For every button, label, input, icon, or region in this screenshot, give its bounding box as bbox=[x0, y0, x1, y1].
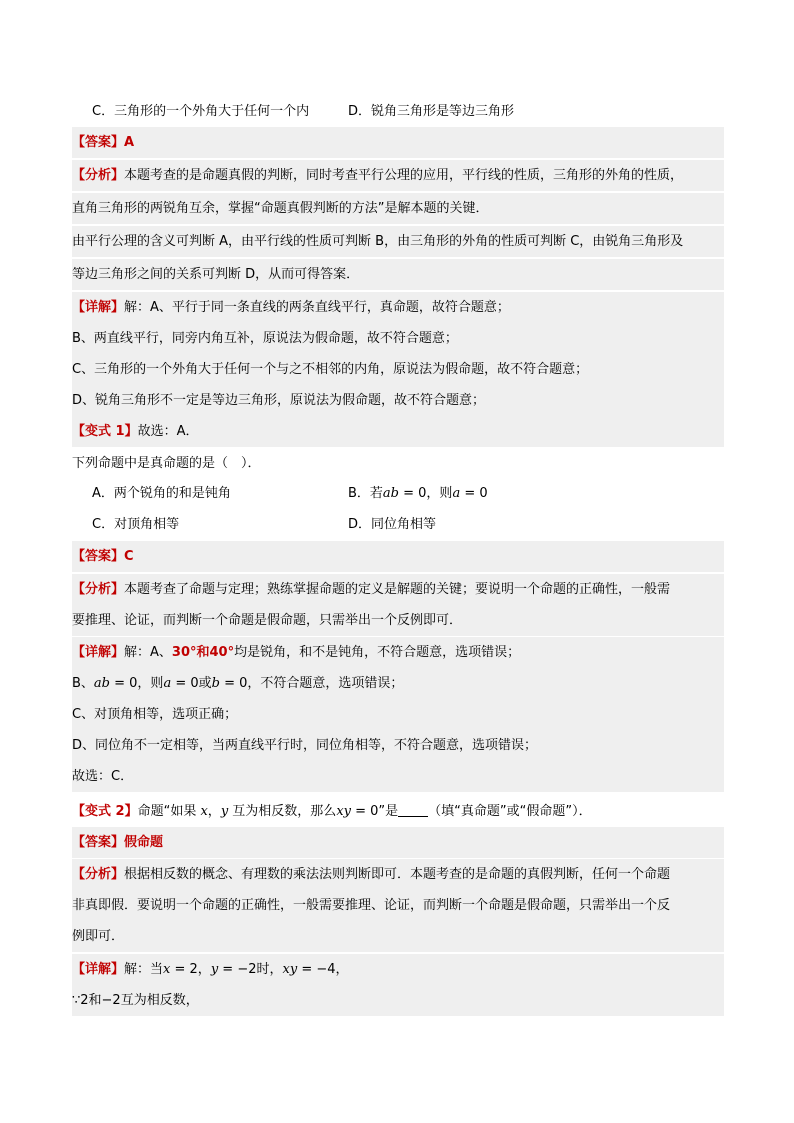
answer-value: A bbox=[124, 135, 135, 150]
q1-answer bbox=[72, 127, 724, 158]
q2-detail-line-3: C、对顶角相等，选项正确； bbox=[72, 699, 724, 730]
q2-option-b bbox=[348, 478, 488, 509]
detail-text-3: = 0，不符合题意，选项错误； bbox=[219, 676, 404, 691]
q2-stem: 下列命题中是真命题的是（ ）． bbox=[72, 456, 261, 471]
analysis-tag: 【分析】 bbox=[72, 582, 125, 597]
answer-tag: 【答案】 bbox=[72, 135, 125, 150]
analysis-tag: 【分析】 bbox=[72, 168, 125, 183]
math-ab: ab bbox=[93, 676, 110, 691]
q2-options-row-2 bbox=[72, 509, 724, 540]
q1-detail-line-3: C、三角形的一个外角大于任何一个与之不相邻的内角，原说法为假命题，故不符合题意； bbox=[72, 354, 724, 385]
analysis-text: 根据相反数的概念、有理数的乘法法则判断即可．本题考查的是命题的真假判断，任何一个命题 bbox=[124, 867, 671, 882]
variant-2-tag: 【变式 2】 bbox=[72, 804, 138, 819]
q2-detail-line-2 bbox=[72, 668, 724, 699]
q1-option-d: D．锐角三角形是等边三角形 bbox=[348, 104, 515, 119]
q2-detail-line-1 bbox=[72, 637, 724, 668]
q2-detail-line-4: D、同位角不一定相等，当两直线平行时，同位角相等，不符合题意，选项错误； bbox=[72, 730, 724, 761]
q1-conclusion bbox=[72, 416, 724, 447]
q3-detail-line-1 bbox=[72, 954, 724, 985]
q3-stem bbox=[72, 796, 724, 827]
detail-text: 解：A、平行于同一条直线的两条直线平行，真命题，故符合题意； bbox=[124, 300, 510, 315]
q3-analysis-line-2: 非真即假．要说明一个命题的正确性，一般需要推理、论证，而判断一个命题是假命题，只需举出一个反 bbox=[72, 890, 724, 921]
q2-answer bbox=[72, 541, 724, 572]
detail-text-2: = 0或 bbox=[171, 676, 212, 691]
option-b-prefix: B．若 bbox=[348, 486, 383, 501]
q2-option-d: D．同位角相等 bbox=[348, 517, 437, 532]
q3-analysis-line-1 bbox=[72, 859, 724, 890]
math-x: x bbox=[163, 962, 171, 977]
math-ab: ab bbox=[382, 486, 399, 501]
detail-text-1: = 0，则 bbox=[110, 676, 164, 691]
stem-part-2: ， bbox=[207, 804, 221, 819]
detail-text-1: = 2， bbox=[170, 962, 211, 977]
analysis-tag: 【分析】 bbox=[72, 867, 125, 882]
q1-detail-line-1 bbox=[72, 292, 724, 323]
stem-part-3: 互为相反数，那么 bbox=[228, 804, 337, 819]
detail-tag: 【详解】 bbox=[72, 300, 125, 315]
math-y: y bbox=[220, 804, 229, 819]
analysis-text: 本题考查的是命题真假的判断，同时考查平行公理的应用，平行线的性质，三角形的外角的性质， bbox=[124, 168, 684, 183]
variant-1-tag: 【变式 1】 bbox=[72, 424, 138, 439]
conclusion-text: 故选：A． bbox=[137, 424, 199, 439]
stem-part-1: 命题“如果 bbox=[137, 804, 201, 819]
math-xy: xy bbox=[336, 804, 351, 819]
q1-analysis-line-2: 直角三角形的两锐角互余，掌握“命题真假判断的方法”是解本题的关键． bbox=[72, 193, 724, 224]
math-xy: xy bbox=[282, 962, 298, 977]
math-y: y bbox=[210, 962, 219, 977]
answer-value: 假命题 bbox=[124, 835, 164, 850]
q3-analysis-line-3: 例即可． bbox=[72, 921, 724, 952]
detail-text-3: = −4， bbox=[297, 962, 349, 977]
q2-conclusion: 故选：C． bbox=[72, 761, 724, 792]
q2-option-a: A．两个锐角的和是钝角 bbox=[92, 486, 231, 501]
q1-detail-line-2: B、两直线平行，同旁内角互补，原说法为假命题，故不符合题意； bbox=[72, 323, 724, 354]
degree-values: 30°和40° bbox=[171, 645, 235, 660]
detail-prefix: B、 bbox=[72, 676, 94, 691]
detail-text-2: = −2时， bbox=[218, 962, 283, 977]
stem-part-4: = 0”是 bbox=[351, 804, 399, 819]
answer-blank bbox=[398, 802, 428, 817]
math-a: a bbox=[452, 486, 461, 501]
detail-suffix: 均是锐角，和不是钝角，不符合题意，选项错误； bbox=[234, 645, 521, 660]
q1-detail-line-4: D、锐角三角形不一定是等边三角形，原说法为假命题，故不符合题意； bbox=[72, 385, 724, 416]
detail-prefix: 解：A、 bbox=[124, 645, 172, 660]
detail-prefix: 解：当 bbox=[124, 962, 164, 977]
q2-options-row-1 bbox=[72, 478, 724, 509]
math-b: b bbox=[211, 676, 220, 691]
q1-analysis-line-3: 由平行公理的含义可判断 A，由平行线的性质可判断 B，由三角形的外角的性质可判断 C，由锐角三角形及 bbox=[72, 226, 724, 257]
q3-answer bbox=[72, 827, 724, 858]
math-x: x bbox=[200, 804, 208, 819]
math-a: a bbox=[163, 676, 172, 691]
q1-analysis-line-4: 等边三角形之间的关系可判断 D，从而可得答案． bbox=[72, 259, 724, 290]
option-b-suffix: = 0 bbox=[460, 486, 488, 501]
q3-detail-line-2: ∵2和−2互为相反数， bbox=[72, 985, 724, 1016]
detail-tag: 【详解】 bbox=[72, 962, 125, 977]
detail-tag: 【详解】 bbox=[72, 645, 125, 660]
q1-analysis-line-1 bbox=[72, 160, 724, 191]
q1-option-c: C．三角形的一个外角大于任何一个内 bbox=[92, 104, 310, 119]
answer-value: C bbox=[124, 549, 134, 564]
q2-analysis-line-1 bbox=[72, 574, 724, 605]
q2-analysis-line-2: 要推理、论证，而判断一个命题是假命题，只需举出一个反例即可． bbox=[72, 605, 724, 636]
stem-part-5: （填“真命题”或“假命题”）． bbox=[428, 804, 592, 819]
analysis-text: 本题考查了命题与定理；熟练掌握命题的定义是解题的关键；要说明一个命题的正确性，一般需 bbox=[124, 582, 671, 597]
option-b-mid: = 0，则 bbox=[399, 486, 453, 501]
answer-tag: 【答案】 bbox=[72, 835, 125, 850]
q1-options-row bbox=[72, 96, 724, 127]
q2-option-c: C．对顶角相等 bbox=[92, 517, 180, 532]
answer-tag: 【答案】 bbox=[72, 549, 125, 564]
